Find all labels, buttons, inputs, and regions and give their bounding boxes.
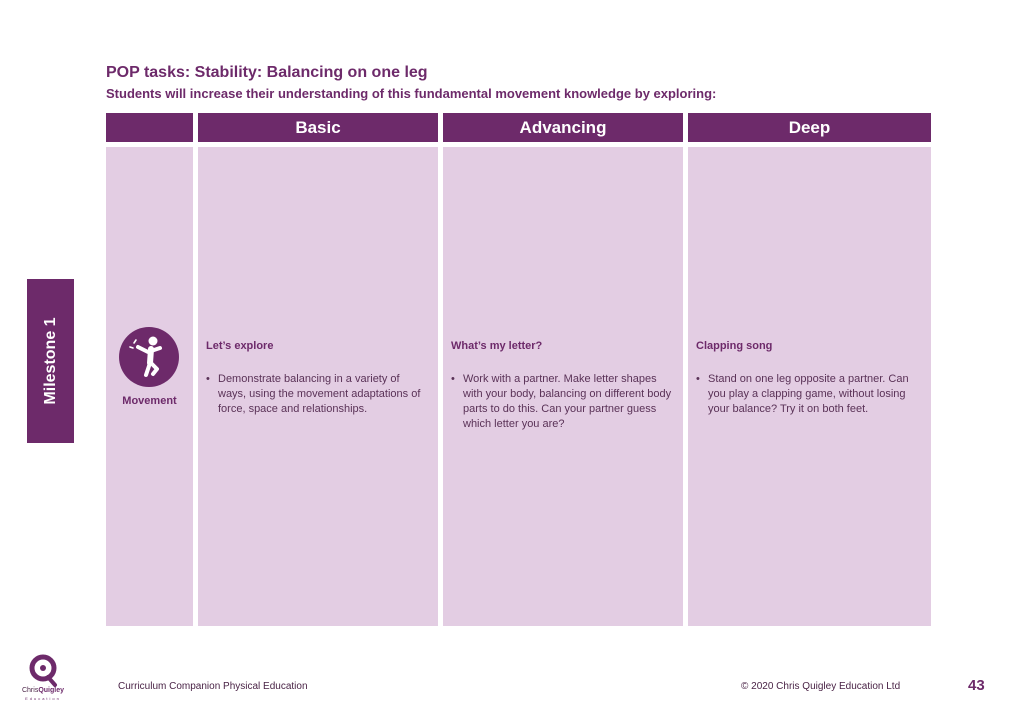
logo-subtext: Education: [25, 696, 61, 701]
table-header-blank: [106, 113, 193, 142]
task-deep: [696, 340, 923, 417]
task-basic: [206, 340, 430, 417]
cell-deep: [688, 147, 931, 626]
task-description: [206, 372, 430, 417]
row-header-movement: [106, 147, 193, 626]
column-header-basic: Basic: [198, 113, 438, 142]
task-title: Let’s explore: [206, 340, 274, 352]
task-advancing: [451, 340, 675, 432]
column-header-deep: Deep: [688, 113, 931, 142]
milestone-tab: [27, 279, 74, 443]
page-title: POP tasks: Stability: Balancing on one leg: [106, 64, 428, 81]
logo: [18, 652, 68, 704]
cell-advancing: [443, 147, 683, 626]
task-description-text: Stand on one leg opposite a partner. Can you play a clapping game, without losing your balance? Try it on both feet.: [708, 373, 909, 415]
task-title: What’s my letter?: [451, 340, 543, 352]
task-title: Clapping song: [696, 340, 773, 352]
task-description: [696, 372, 923, 417]
logo-mark-icon: [18, 652, 68, 688]
person-balancing-icon: [119, 327, 179, 387]
milestone-label: Milestone 1: [41, 317, 59, 405]
footer-publication: Curriculum Companion Physical Education: [118, 681, 308, 692]
footer-copyright: © 2020 Chris Quigley Education Ltd: [741, 681, 901, 692]
bullet-icon: •: [696, 373, 700, 385]
bullet-icon: •: [206, 373, 210, 385]
task-description-text: Demonstrate balancing in a variety of ways, using the movement adaptations of force, space and relationships.: [218, 373, 421, 415]
task-description-text: Work with a partner. Make letter shapes with your body, balancing on different body parts to do this. Can your partner guess which letter you are?: [463, 373, 672, 430]
task-description: [451, 372, 675, 432]
logo-text: ChrisQuigley: [21, 687, 65, 694]
bullet-icon: •: [451, 373, 455, 385]
cell-basic: [198, 147, 438, 626]
page-number: 43: [968, 677, 985, 694]
column-header-advancing: Advancing: [443, 113, 683, 142]
row-label: Movement: [122, 395, 177, 407]
page-subtitle: Students will increase their understanding of this fundamental movement knowledge by exploring:: [106, 86, 717, 101]
